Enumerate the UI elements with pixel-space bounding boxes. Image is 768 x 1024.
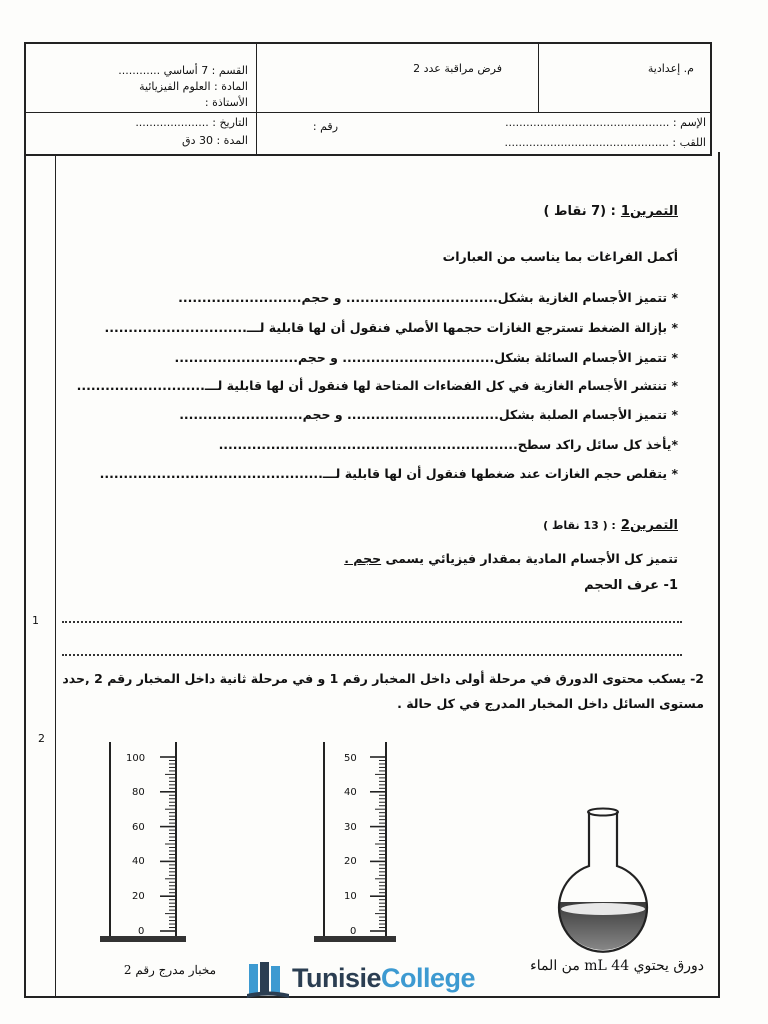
exercise1-points: : (7 نقاط ) <box>543 204 616 219</box>
subject-line: المادة : العلوم الفيزيائية <box>139 80 248 93</box>
header-col-divider-2 <box>538 42 539 113</box>
tick-label: 20 <box>132 891 145 902</box>
header-divider <box>24 112 710 113</box>
tick-label: 60 <box>132 822 145 833</box>
tick-label: 100 <box>126 753 146 764</box>
margin-divider <box>55 154 56 996</box>
question1-mark: 1 <box>32 614 39 627</box>
exercise1-item: * تتميز الأجسام الغازية بشكل................................ و حجم.......................... <box>178 290 678 305</box>
date-field: التاريخ : ..................... <box>135 116 248 129</box>
question2-line2: مستوى السائل داخل المخبار المدرج في كل حالة . <box>397 696 704 711</box>
header-col-divider-1 <box>256 42 257 154</box>
exercise1-item: * بإزالة الضغط تسترجع الغازات حجمها الأصلي فنقول أن لها قابلية لـــ.............................. <box>104 320 678 335</box>
exercise2-intro <box>278 551 678 566</box>
exercise2-heading <box>418 514 678 533</box>
round-flask <box>548 806 658 956</box>
exercise2-intro-word: حجم . <box>344 551 382 566</box>
tick-label: 30 <box>344 822 357 833</box>
flask-mouth <box>588 809 618 816</box>
question2-mark: 2 <box>38 732 45 745</box>
exercise1-item: *يأخذ كل سائل راكد سطح............................................................... <box>218 437 678 452</box>
tick-label: 20 <box>344 856 357 867</box>
tick-label: 40 <box>344 787 357 798</box>
exercise1-item: * تتميز الأجسام الصلبة بشكل................................ و حجم.......................... <box>179 407 678 422</box>
graduated-cylinder-1 <box>96 740 196 950</box>
tick-label: 0 <box>138 926 145 937</box>
duration-field: المدة : 30 دق <box>182 134 248 147</box>
number-field: رقم : <box>312 120 338 133</box>
tick-label: 50 <box>344 753 357 764</box>
tick-label: 80 <box>132 787 145 798</box>
exercise1-instruction: أكمل الفراغات بما يناسب من العبارات <box>442 249 678 264</box>
exercise2-title: التمرين2 <box>620 518 678 533</box>
tick-label: 40 <box>132 856 145 867</box>
exam-title: فرض مراقبة عدد 2 <box>413 62 502 75</box>
exercise2-points: : ( 13 نقاط ) <box>543 519 616 532</box>
brand-logo-part1: Tunisie <box>292 963 382 993</box>
cylinder1-caption: مخبار مدرج رقم 2 <box>123 963 216 977</box>
flask-water-surface <box>561 903 645 915</box>
answer-line <box>62 621 682 623</box>
surname-field: اللقب : ............................................... <box>504 136 706 149</box>
answer-line <box>62 654 682 656</box>
graduated-cylinder-2 <box>310 740 410 950</box>
question2-line1: 2- يسكب محتوى الدورق في مرحلة أولى داخل المخبار رقم 1 و في مرحلة ثانية داخل المخبار رقم 2 ,حدد <box>62 671 704 686</box>
class-line: القسم : 7 أساسي ............ <box>118 64 248 77</box>
exercise1-heading <box>418 200 678 219</box>
flask-caption: دورق يحتوي 44 mL من الماء <box>530 958 704 974</box>
name-field: الإسم : ............................................... <box>505 116 706 129</box>
tick-label: 0 <box>350 926 357 937</box>
question1: 1- عرف الحجم <box>584 578 678 593</box>
book-icon <box>246 960 290 1000</box>
exercise1-item: * تتميز الأجسام السائلة بشكل................................ و حجم.......................... <box>174 350 678 365</box>
teacher-line: الأستاذة : <box>204 96 248 109</box>
brand-logo <box>292 963 475 994</box>
school-name: م. إعدادية <box>647 62 694 75</box>
exercise1-item: * يتقلص حجم الغازات عند ضغطها فنقول أن لها قابلية لـــ............................................... <box>99 466 678 481</box>
exercise1-item: * تنتشر الأجسام الغازية في كل الفضاءات المتاحة لها فنقول أن لها قابلية لـــ........................... <box>76 378 678 393</box>
exercise2-intro-text: تتميز كل الأجسام المادية بمقدار فيزيائي يسمى <box>385 551 678 566</box>
brand-logo-part2: College <box>381 963 476 993</box>
tick-label: 10 <box>344 891 357 902</box>
exercise1-title: التمرين1 <box>620 204 678 219</box>
